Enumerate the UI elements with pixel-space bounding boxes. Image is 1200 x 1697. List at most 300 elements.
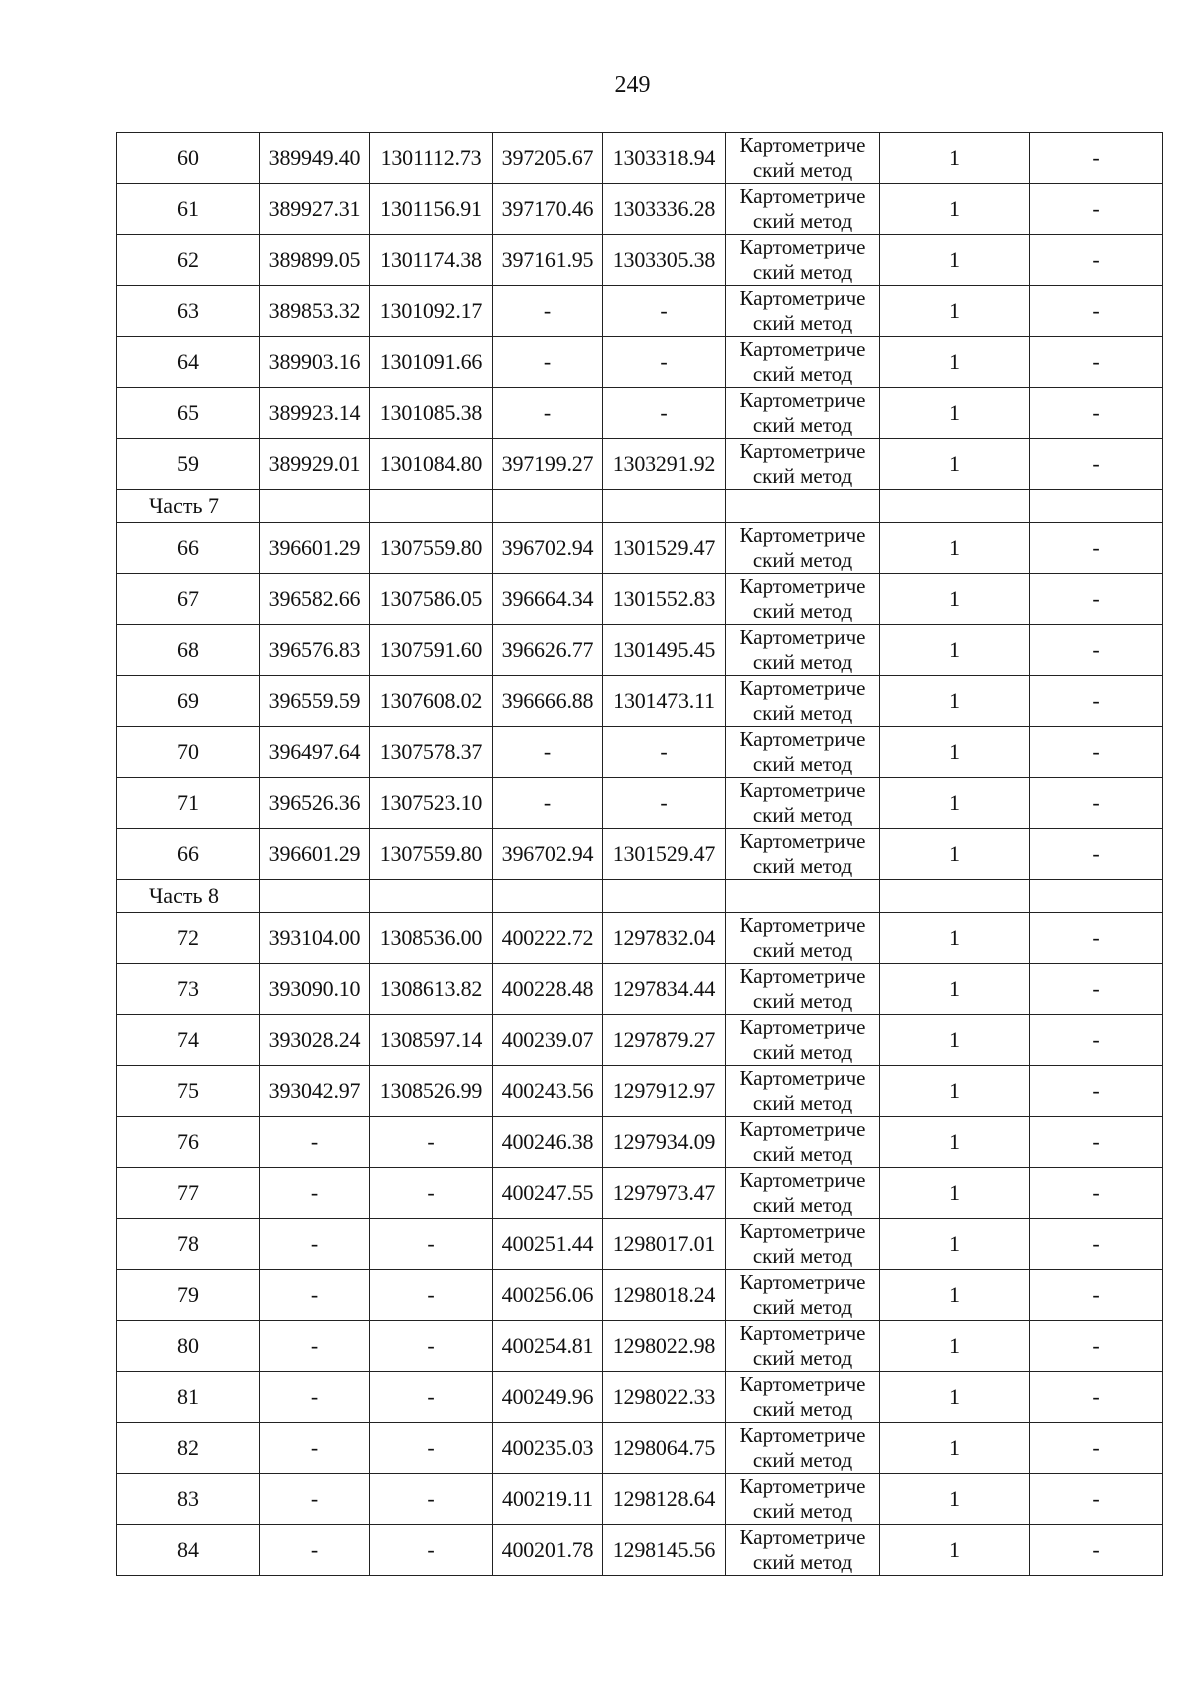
method-line-2: ский метод (752, 1091, 853, 1115)
y-new-cell: 1297934.09 (603, 1117, 726, 1168)
method-cell (726, 1015, 880, 1066)
x-existing-cell: 396582.66 (260, 574, 370, 625)
x-new-cell: 400249.96 (493, 1372, 603, 1423)
table-row (117, 1015, 1163, 1066)
method-line-2: ский метод (752, 1346, 853, 1370)
note-cell: - (1030, 913, 1163, 964)
method-line-2: ский метод (752, 1193, 853, 1217)
method-cell (726, 286, 880, 337)
x-new-cell: 400254.81 (493, 1321, 603, 1372)
page-number: 249 (614, 72, 651, 98)
y-existing-cell: 1301092.17 (370, 286, 493, 337)
y-new-cell: - (603, 286, 726, 337)
method-line-2: ский метод (752, 1499, 853, 1523)
y-new-cell: 1297912.97 (603, 1066, 726, 1117)
empty-cell (370, 490, 493, 523)
y-existing-cell: - (370, 1168, 493, 1219)
method-line-2: ский метод (752, 803, 853, 827)
point-number-cell: 62 (117, 235, 260, 286)
x-existing-cell: 393104.00 (260, 913, 370, 964)
note-cell: - (1030, 1066, 1163, 1117)
note-cell: - (1030, 1321, 1163, 1372)
empty-cell (603, 880, 726, 913)
x-new-cell: 400228.48 (493, 964, 603, 1015)
part-label: Часть 7 (117, 490, 260, 523)
y-new-cell: 1301473.11 (603, 676, 726, 727)
note-cell: - (1030, 235, 1163, 286)
accuracy-cell: 1 (880, 337, 1030, 388)
table-row (117, 1321, 1163, 1372)
method-line-1: Картометриче (739, 1117, 866, 1141)
method-line-2: ский метод (752, 260, 853, 284)
note-cell: - (1030, 1168, 1163, 1219)
method-line-1: Картометриче (739, 1321, 866, 1345)
point-number-cell: 84 (117, 1525, 260, 1576)
y-existing-cell: 1308613.82 (370, 964, 493, 1015)
method-cell (726, 439, 880, 490)
x-existing-cell: 389949.40 (260, 133, 370, 184)
x-new-cell: 400222.72 (493, 913, 603, 964)
method-line-1: Картометриче (739, 1525, 866, 1549)
method-line-1: Картометриче (739, 439, 866, 463)
y-new-cell: 1301529.47 (603, 829, 726, 880)
empty-cell (370, 880, 493, 913)
table-row (117, 1117, 1163, 1168)
method-cell (726, 1321, 880, 1372)
note-cell: - (1030, 1474, 1163, 1525)
method-line-1: Картометриче (739, 727, 866, 751)
method-cell (726, 1168, 880, 1219)
empty-cell (493, 880, 603, 913)
empty-cell (603, 490, 726, 523)
method-line-2: ский метод (752, 1550, 853, 1574)
note-cell: - (1030, 829, 1163, 880)
note-cell: - (1030, 964, 1163, 1015)
table-row (117, 574, 1163, 625)
y-new-cell: 1303305.38 (603, 235, 726, 286)
table-row (117, 1270, 1163, 1321)
method-line-2: ский метод (752, 548, 853, 572)
accuracy-cell: 1 (880, 1117, 1030, 1168)
table-row (117, 235, 1163, 286)
method-line-2: ский метод (752, 464, 853, 488)
x-new-cell: - (493, 286, 603, 337)
y-new-cell: 1298022.33 (603, 1372, 726, 1423)
accuracy-cell: 1 (880, 523, 1030, 574)
y-existing-cell: 1308536.00 (370, 913, 493, 964)
y-new-cell: 1303318.94 (603, 133, 726, 184)
y-new-cell: 1298128.64 (603, 1474, 726, 1525)
table-row (117, 1525, 1163, 1576)
point-number-cell: 63 (117, 286, 260, 337)
accuracy-cell: 1 (880, 1015, 1030, 1066)
method-line-1: Картометриче (739, 1168, 866, 1192)
x-existing-cell: - (260, 1423, 370, 1474)
accuracy-cell: 1 (880, 1270, 1030, 1321)
note-cell: - (1030, 133, 1163, 184)
note-cell: - (1030, 337, 1163, 388)
method-line-1: Картометриче (739, 778, 866, 802)
y-existing-cell: - (370, 1372, 493, 1423)
x-new-cell: - (493, 727, 603, 778)
y-existing-cell: - (370, 1270, 493, 1321)
accuracy-cell: 1 (880, 574, 1030, 625)
x-existing-cell: - (260, 1219, 370, 1270)
table-row (117, 1474, 1163, 1525)
x-existing-cell: 396497.64 (260, 727, 370, 778)
method-line-2: ский метод (752, 599, 853, 623)
point-number-cell: 64 (117, 337, 260, 388)
point-number-cell: 83 (117, 1474, 260, 1525)
x-existing-cell: - (260, 1525, 370, 1576)
method-line-2: ский метод (752, 854, 853, 878)
method-cell (726, 388, 880, 439)
method-line-2: ский метод (752, 413, 853, 437)
table-row (117, 1168, 1163, 1219)
y-existing-cell: - (370, 1117, 493, 1168)
accuracy-cell: 1 (880, 1066, 1030, 1117)
y-existing-cell: 1307559.80 (370, 523, 493, 574)
table-row (117, 913, 1163, 964)
y-new-cell: 1297832.04 (603, 913, 726, 964)
point-number-cell: 61 (117, 184, 260, 235)
x-new-cell: 400243.56 (493, 1066, 603, 1117)
x-new-cell: 400235.03 (493, 1423, 603, 1474)
method-cell (726, 727, 880, 778)
y-new-cell: 1303336.28 (603, 184, 726, 235)
empty-cell (260, 880, 370, 913)
note-cell: - (1030, 1270, 1163, 1321)
point-number-cell: 70 (117, 727, 260, 778)
method-cell (726, 1270, 880, 1321)
method-cell (726, 1372, 880, 1423)
y-new-cell: - (603, 388, 726, 439)
table-row (117, 625, 1163, 676)
y-new-cell: 1298022.98 (603, 1321, 726, 1372)
point-number-cell: 77 (117, 1168, 260, 1219)
note-cell: - (1030, 1525, 1163, 1576)
note-cell: - (1030, 439, 1163, 490)
x-new-cell: 396626.77 (493, 625, 603, 676)
note-cell: - (1030, 184, 1163, 235)
table-row (117, 337, 1163, 388)
accuracy-cell: 1 (880, 1474, 1030, 1525)
point-number-cell: 82 (117, 1423, 260, 1474)
point-number-cell: 72 (117, 913, 260, 964)
y-existing-cell: 1308526.99 (370, 1066, 493, 1117)
y-existing-cell: - (370, 1219, 493, 1270)
point-number-cell: 66 (117, 523, 260, 574)
x-new-cell: - (493, 778, 603, 829)
method-line-2: ский метод (752, 752, 853, 776)
coordinates-table (116, 132, 1163, 1576)
note-cell: - (1030, 1117, 1163, 1168)
method-cell (726, 337, 880, 388)
method-line-2: ский метод (752, 362, 853, 386)
method-line-1: Картометриче (739, 574, 866, 598)
note-cell: - (1030, 778, 1163, 829)
method-cell (726, 964, 880, 1015)
note-cell: - (1030, 1372, 1163, 1423)
point-number-cell: 68 (117, 625, 260, 676)
method-cell (726, 184, 880, 235)
empty-cell (726, 490, 880, 523)
point-number-cell: 59 (117, 439, 260, 490)
y-new-cell: 1297973.47 (603, 1168, 726, 1219)
x-existing-cell: 389929.01 (260, 439, 370, 490)
x-new-cell: 400239.07 (493, 1015, 603, 1066)
table-row (117, 1423, 1163, 1474)
point-number-cell: 74 (117, 1015, 260, 1066)
accuracy-cell: 1 (880, 184, 1030, 235)
method-cell (726, 1474, 880, 1525)
y-new-cell: 1301529.47 (603, 523, 726, 574)
method-line-2: ский метод (752, 938, 853, 962)
method-line-1: Картометриче (739, 1372, 866, 1396)
method-line-2: ский метод (752, 1397, 853, 1421)
x-new-cell: - (493, 337, 603, 388)
accuracy-cell: 1 (880, 133, 1030, 184)
table-row (117, 1066, 1163, 1117)
x-existing-cell: - (260, 1270, 370, 1321)
method-cell (726, 829, 880, 880)
method-line-1: Картометриче (739, 388, 866, 412)
y-existing-cell: - (370, 1321, 493, 1372)
method-line-1: Картометриче (739, 235, 866, 259)
method-line-1: Картометриче (739, 337, 866, 361)
method-line-2: ский метод (752, 1448, 853, 1472)
empty-cell (726, 880, 880, 913)
accuracy-cell: 1 (880, 1423, 1030, 1474)
x-existing-cell: 389853.32 (260, 286, 370, 337)
method-cell (726, 523, 880, 574)
note-cell: - (1030, 286, 1163, 337)
accuracy-cell: 1 (880, 964, 1030, 1015)
table-row (117, 184, 1163, 235)
table-row (117, 778, 1163, 829)
y-new-cell: 1298018.24 (603, 1270, 726, 1321)
x-existing-cell: 396559.59 (260, 676, 370, 727)
note-cell: - (1030, 727, 1163, 778)
x-new-cell: 400201.78 (493, 1525, 603, 1576)
table-row (117, 388, 1163, 439)
x-existing-cell: - (260, 1372, 370, 1423)
point-number-cell: 75 (117, 1066, 260, 1117)
table-row (117, 676, 1163, 727)
y-new-cell: 1298145.56 (603, 1525, 726, 1576)
note-cell: - (1030, 1219, 1163, 1270)
method-cell (726, 235, 880, 286)
table-row (117, 286, 1163, 337)
table-row (117, 727, 1163, 778)
x-existing-cell: - (260, 1117, 370, 1168)
x-existing-cell: 396601.29 (260, 523, 370, 574)
y-new-cell: 1301552.83 (603, 574, 726, 625)
y-new-cell: - (603, 337, 726, 388)
y-existing-cell: 1301085.38 (370, 388, 493, 439)
y-existing-cell: - (370, 1525, 493, 1576)
y-existing-cell: 1301174.38 (370, 235, 493, 286)
method-line-2: ский метод (752, 209, 853, 233)
x-new-cell: 396666.88 (493, 676, 603, 727)
accuracy-cell: 1 (880, 286, 1030, 337)
x-new-cell: 397205.67 (493, 133, 603, 184)
empty-cell (880, 880, 1030, 913)
table-row (117, 1372, 1163, 1423)
accuracy-cell: 1 (880, 1525, 1030, 1576)
method-line-2: ский метод (752, 701, 853, 725)
method-cell (726, 1117, 880, 1168)
x-existing-cell: - (260, 1474, 370, 1525)
point-number-cell: 81 (117, 1372, 260, 1423)
part-header-row (117, 490, 1163, 523)
method-line-1: Картометриче (739, 286, 866, 310)
accuracy-cell: 1 (880, 235, 1030, 286)
x-new-cell: 400219.11 (493, 1474, 603, 1525)
x-new-cell: 397161.95 (493, 235, 603, 286)
x-existing-cell: 389923.14 (260, 388, 370, 439)
y-new-cell: 1298064.75 (603, 1423, 726, 1474)
method-line-2: ский метод (752, 989, 853, 1013)
y-existing-cell: 1308597.14 (370, 1015, 493, 1066)
accuracy-cell: 1 (880, 1321, 1030, 1372)
table-row (117, 829, 1163, 880)
x-existing-cell: 389903.16 (260, 337, 370, 388)
method-cell (726, 1423, 880, 1474)
part-header-row (117, 880, 1163, 913)
y-existing-cell: - (370, 1423, 493, 1474)
note-cell: - (1030, 676, 1163, 727)
accuracy-cell: 1 (880, 625, 1030, 676)
accuracy-cell: 1 (880, 439, 1030, 490)
x-new-cell: 397199.27 (493, 439, 603, 490)
accuracy-cell: 1 (880, 388, 1030, 439)
x-new-cell: 400247.55 (493, 1168, 603, 1219)
accuracy-cell: 1 (880, 676, 1030, 727)
method-line-1: Картометриче (739, 523, 866, 547)
method-line-2: ский метод (752, 311, 853, 335)
x-new-cell: 400256.06 (493, 1270, 603, 1321)
x-new-cell: 396664.34 (493, 574, 603, 625)
method-line-1: Картометриче (739, 1270, 866, 1294)
method-line-2: ский метод (752, 1244, 853, 1268)
accuracy-cell: 1 (880, 913, 1030, 964)
point-number-cell: 66 (117, 829, 260, 880)
method-line-1: Картометриче (739, 625, 866, 649)
empty-cell (880, 490, 1030, 523)
y-existing-cell: - (370, 1474, 493, 1525)
point-number-cell: 67 (117, 574, 260, 625)
y-new-cell: - (603, 778, 726, 829)
y-existing-cell: 1307608.02 (370, 676, 493, 727)
method-cell (726, 913, 880, 964)
accuracy-cell: 1 (880, 727, 1030, 778)
empty-cell (260, 490, 370, 523)
method-line-1: Картометриче (739, 676, 866, 700)
method-line-2: ский метод (752, 650, 853, 674)
note-cell: - (1030, 1423, 1163, 1474)
note-cell: - (1030, 523, 1163, 574)
point-number-cell: 69 (117, 676, 260, 727)
point-number-cell: 78 (117, 1219, 260, 1270)
y-new-cell: - (603, 727, 726, 778)
method-line-2: ский метод (752, 1142, 853, 1166)
x-new-cell: 396702.94 (493, 523, 603, 574)
method-line-1: Картометриче (739, 1066, 866, 1090)
method-line-2: ский метод (752, 1040, 853, 1064)
note-cell: - (1030, 388, 1163, 439)
y-existing-cell: 1301112.73 (370, 133, 493, 184)
y-existing-cell: 1307578.37 (370, 727, 493, 778)
method-cell (726, 1219, 880, 1270)
method-line-1: Картометриче (739, 1015, 866, 1039)
method-cell (726, 625, 880, 676)
accuracy-cell: 1 (880, 1372, 1030, 1423)
empty-cell (1030, 490, 1163, 523)
note-cell: - (1030, 1015, 1163, 1066)
y-existing-cell: 1307559.80 (370, 829, 493, 880)
method-cell (726, 133, 880, 184)
y-existing-cell: 1301084.80 (370, 439, 493, 490)
point-number-cell: 65 (117, 388, 260, 439)
method-line-1: Картометриче (739, 133, 866, 157)
empty-cell (1030, 880, 1163, 913)
note-cell: - (1030, 574, 1163, 625)
empty-cell (493, 490, 603, 523)
accuracy-cell: 1 (880, 778, 1030, 829)
table-row (117, 964, 1163, 1015)
y-new-cell: 1297834.44 (603, 964, 726, 1015)
method-line-2: ский метод (752, 1295, 853, 1319)
y-new-cell: 1297879.27 (603, 1015, 726, 1066)
method-cell (726, 574, 880, 625)
y-new-cell: 1301495.45 (603, 625, 726, 676)
x-existing-cell: 389899.05 (260, 235, 370, 286)
method-line-1: Картометриче (739, 1423, 866, 1447)
x-existing-cell: 396576.83 (260, 625, 370, 676)
x-existing-cell: - (260, 1321, 370, 1372)
y-existing-cell: 1307591.60 (370, 625, 493, 676)
x-existing-cell: 396526.36 (260, 778, 370, 829)
point-number-cell: 73 (117, 964, 260, 1015)
part-label: Часть 8 (117, 880, 260, 913)
point-number-cell: 76 (117, 1117, 260, 1168)
x-existing-cell: 396601.29 (260, 829, 370, 880)
note-cell: - (1030, 625, 1163, 676)
y-new-cell: 1298017.01 (603, 1219, 726, 1270)
y-existing-cell: 1301156.91 (370, 184, 493, 235)
x-new-cell: 397170.46 (493, 184, 603, 235)
method-cell (726, 1066, 880, 1117)
y-new-cell: 1303291.92 (603, 439, 726, 490)
table-row (117, 1219, 1163, 1270)
accuracy-cell: 1 (880, 1168, 1030, 1219)
x-existing-cell: - (260, 1168, 370, 1219)
x-existing-cell: 389927.31 (260, 184, 370, 235)
y-existing-cell: 1301091.66 (370, 337, 493, 388)
method-cell (726, 1525, 880, 1576)
point-number-cell: 79 (117, 1270, 260, 1321)
y-existing-cell: 1307523.10 (370, 778, 493, 829)
table-row (117, 523, 1163, 574)
method-line-2: ский метод (752, 158, 853, 182)
accuracy-cell: 1 (880, 829, 1030, 880)
x-new-cell: 400251.44 (493, 1219, 603, 1270)
table-body (117, 133, 1163, 1576)
method-line-1: Картометриче (739, 829, 866, 853)
method-line-1: Картометриче (739, 184, 866, 208)
table-row (117, 133, 1163, 184)
